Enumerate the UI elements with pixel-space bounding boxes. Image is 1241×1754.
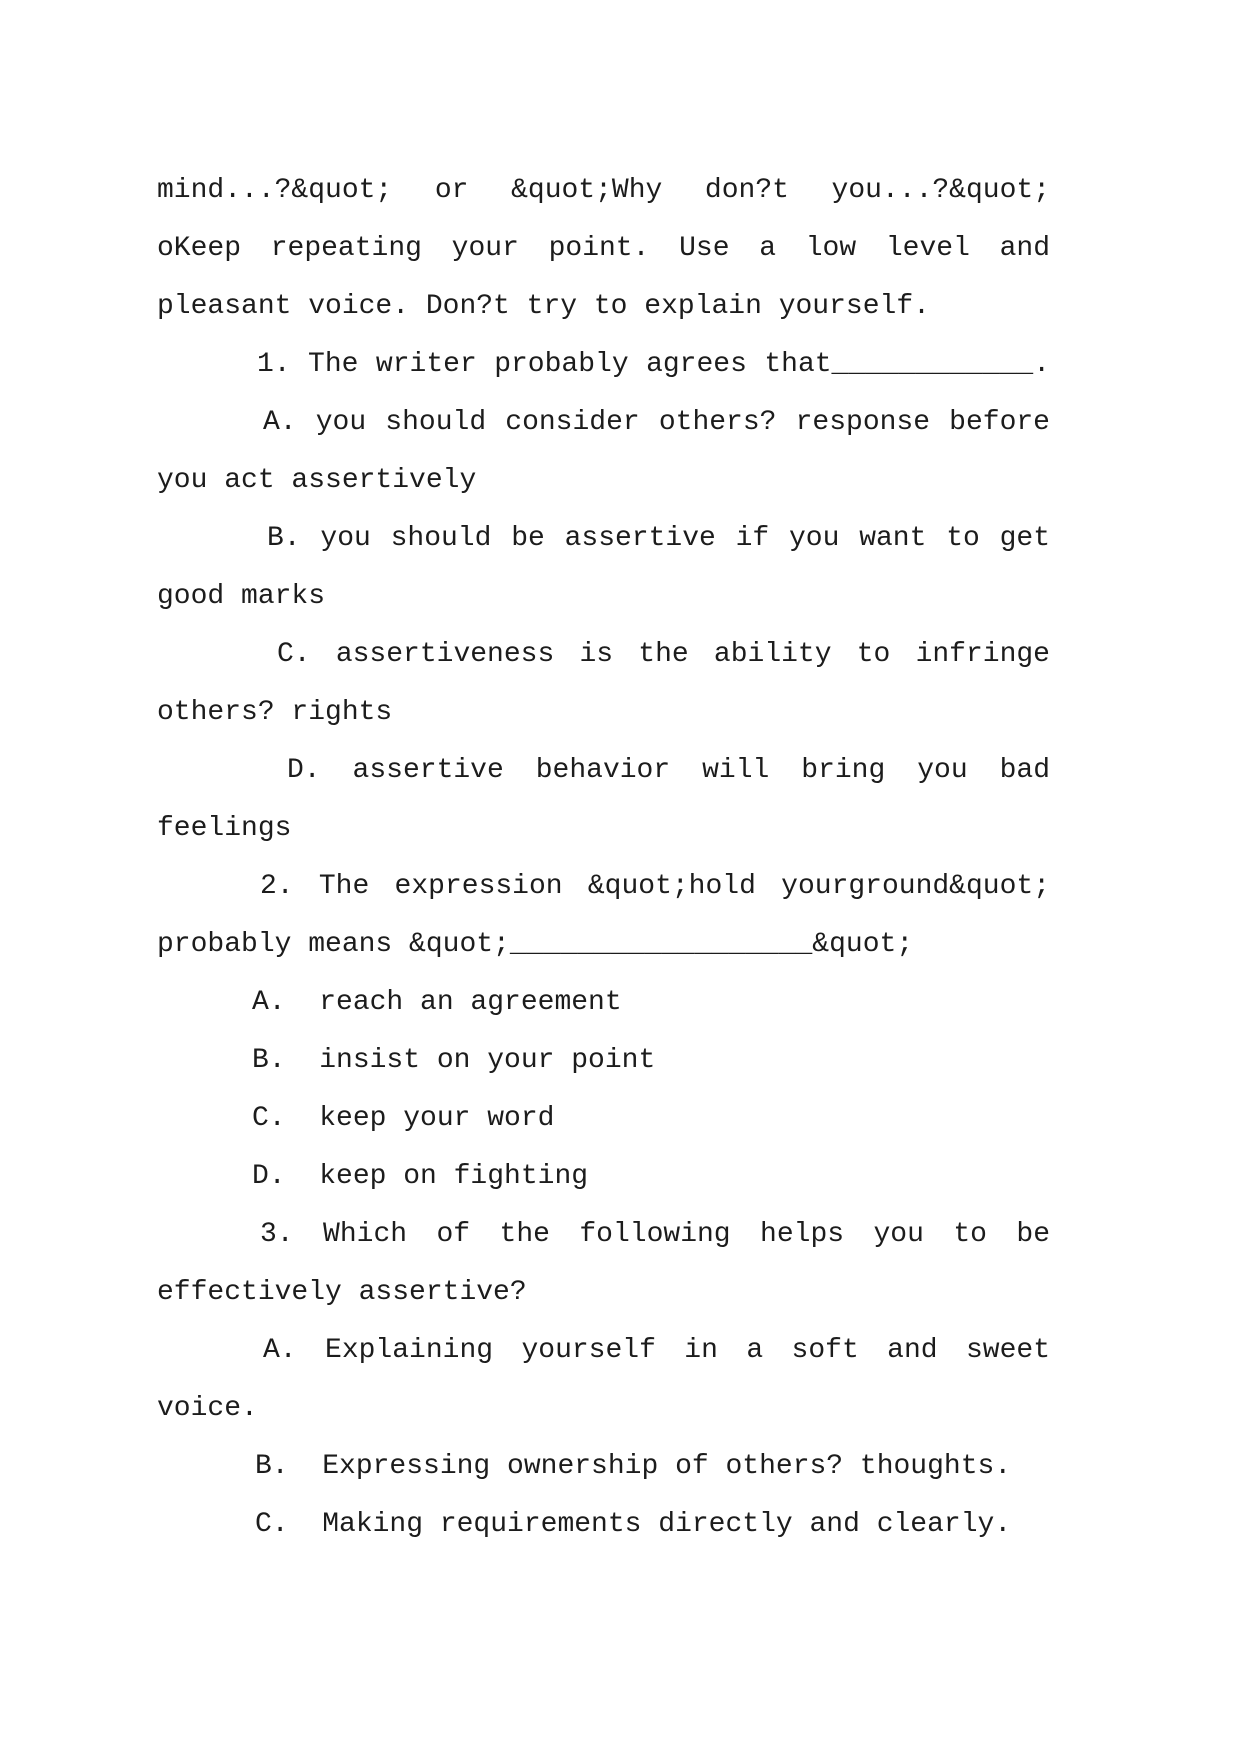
text-line: C. keep your word [252,1103,555,1134]
text-line: A. reach an agreement [252,987,622,1018]
text-line: oKeep repeating your point. Use a low level and [157,233,1050,264]
text-line: 1. The writer probably agrees that____________. [257,349,1050,380]
text-line: probably means &quot;__________________&quot; [157,929,914,960]
text-line: feelings [157,813,292,844]
document-text [157,162,1050,1554]
text-line: B. Expressing ownership of others? thoughts. [255,1451,1012,1482]
text-line: C. Making requirements directly and clearly. [255,1509,1012,1540]
text-line: C. assertiveness is the ability to infringe [277,639,1050,670]
text-line: you act assertively [157,465,477,496]
text-line: 2. The expression &quot;hold yourground&quot; [260,871,1050,902]
text-line: mind...?&quot; or &quot;Why don?t you...?&quot; [157,175,1050,206]
text-line: pleasant voice. Don?t try to explain yourself. [157,291,930,322]
text-line: good marks [157,581,326,612]
text-line: B. you should be assertive if you want to get [267,523,1050,554]
text-line: D. keep on fighting [252,1161,589,1192]
text-line: D. assertive behavior will bring you bad [287,755,1050,786]
text-line: B. insist on your point [252,1045,656,1076]
text-line: effectively assertive? [157,1277,527,1308]
text-line: voice. [157,1393,258,1424]
text-line: others? rights [157,697,393,728]
text-line: A. Explaining yourself in a soft and sweet [263,1335,1050,1366]
text-line: A. you should consider others? response before [263,407,1050,438]
text-line: 3. Which of the following helps you to be [260,1219,1050,1250]
